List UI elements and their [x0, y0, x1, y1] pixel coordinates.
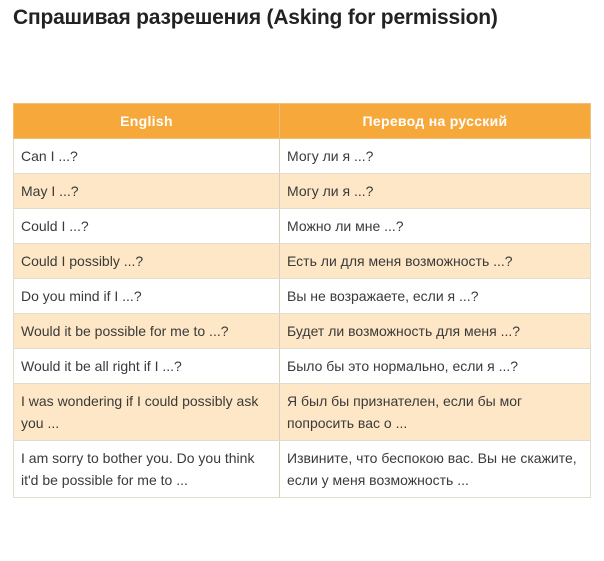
english-phrase: May I ...?	[14, 174, 280, 209]
table-row	[14, 349, 591, 384]
table-header-row	[14, 104, 591, 139]
english-phrase: Could I ...?	[14, 209, 280, 244]
phrase-table	[13, 103, 591, 498]
russian-translation: Можно ли мне ...?	[280, 209, 591, 244]
column-header-russian: Перевод на русский	[280, 104, 591, 139]
column-header-english: English	[14, 104, 280, 139]
table-row	[14, 314, 591, 349]
english-phrase: Could I possibly ...?	[14, 244, 280, 279]
table-row	[14, 209, 591, 244]
table-row	[14, 139, 591, 174]
table-row	[14, 384, 591, 441]
russian-translation: Извините, что беспокою вас. Вы не скажите, если у меня возможность ...	[280, 441, 591, 498]
russian-translation: Могу ли я ...?	[280, 139, 591, 174]
russian-translation: Могу ли я ...?	[280, 174, 591, 209]
table-row	[14, 279, 591, 314]
russian-translation: Вы не возражаете, если я ...?	[280, 279, 591, 314]
table-row	[14, 441, 591, 498]
english-phrase: I am sorry to bother you. Do you think it'd be possible for me to ...	[14, 441, 280, 498]
page-title: Спрашивая разрешения (Asking for permission)	[13, 6, 498, 29]
russian-translation: Я был бы признателен, если бы мог попросить вас о ...	[280, 384, 591, 441]
table-row	[14, 244, 591, 279]
english-phrase: Would it be all right if I ...?	[14, 349, 280, 384]
english-phrase: Can I ...?	[14, 139, 280, 174]
russian-translation: Будет ли возможность для меня ...?	[280, 314, 591, 349]
english-phrase: Would it be possible for me to ...?	[14, 314, 280, 349]
russian-translation: Есть ли для меня возможность ...?	[280, 244, 591, 279]
table-row	[14, 174, 591, 209]
english-phrase: I was wondering if I could possibly ask you ...	[14, 384, 280, 441]
english-phrase: Do you mind if I ...?	[14, 279, 280, 314]
russian-translation: Было бы это нормально, если я ...?	[280, 349, 591, 384]
